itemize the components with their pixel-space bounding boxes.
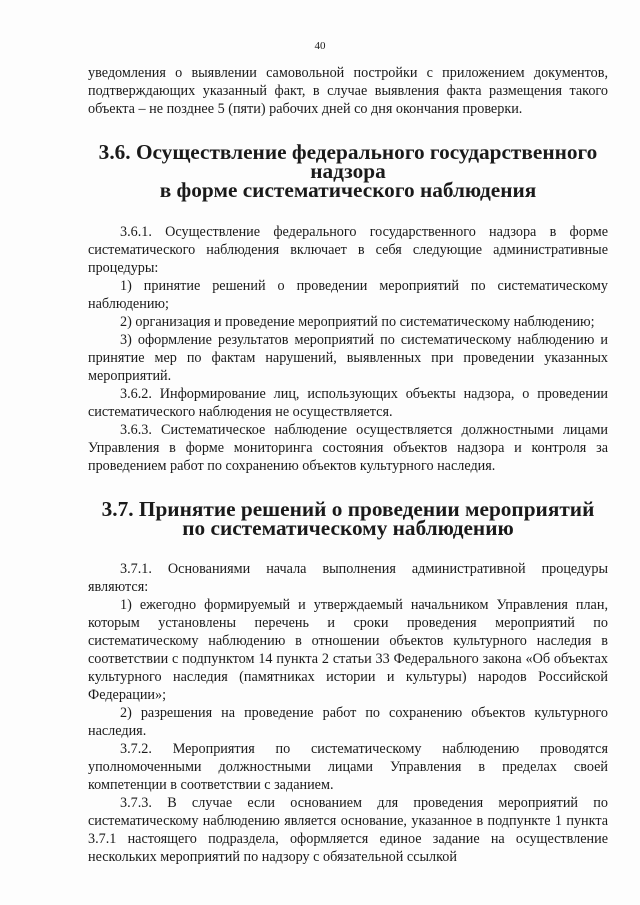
section-heading-3-6-line2: в форме систематического наблюдения [159,178,537,202]
intro-paragraph: уведомления о выявлении самовольной постройки с приложением документов, подтверждающих указанный факт, в случае выявления факта размещения такого объекта – не позднее 5 (пяти) рабочих дней со дня окончания проверки. [88,65,608,117]
list-item-3-7-1-2: 2) разрешения на проведение работ по сохранению объектов культурного наследия. [88,705,608,739]
section-heading-3-7 [88,497,608,540]
paragraph-3-7-2: 3.7.2. Мероприятия по систематическому наблюдению проводятся уполномоченными должностными лицами Управления в пределах своей компетенции в соответствии с заданием. [88,741,608,793]
paragraph-3-6-1: 3.6.1. Осуществление федерального государственного надзора в форме систематического наблюдения включает в себя следующие административные процедуры: [88,224,608,276]
document-body [88,64,608,866]
section-heading-3-7-line2: по систематическому наблюдению [182,516,514,540]
list-item-3-6-1-2: 2) организация и проведение мероприятий по систематическому наблюдению; [120,314,595,330]
section-heading-3-6 [88,140,608,202]
paragraph-3-6-2: 3.6.2. Информирование лиц, использующих объекты надзора, о проведении систематического наблюдения не осуществляется. [88,386,608,420]
list-item-3-6-1-1: 1) принятие решений о проведении мероприятий по систематическому наблюдению; [88,278,608,312]
section-heading-3-6-line1: 3.6. Осуществление федерального государственного надзора [98,140,598,183]
list-item-3-7-1-1: 1) ежегодно формируемый и утверждаемый начальником Управления план, которым установлены перечень и сроки проведения мероприятий по систематическому наблюдению в отношении объектов культурного наследия в соответствии с подпунктом 14 пункта 2 статьи 33 Федерального закона «Об объектах культурного наследия (памятниках истории и культуры) народов Российской Федерации»; [88,597,608,703]
paragraph-3-7-1: 3.7.1. Основаниями начала выполнения административной процедуры являются: [88,561,608,595]
paragraph-3-6-3: 3.6.3. Систематическое наблюдение осуществляется должностными лицами Управления в форме мониторинга состояния объектов надзора и контроля за проведением работ по сохранению объектов культурного наследия. [88,422,608,474]
list-item-3-6-1-3: 3) оформление результатов мероприятий по систематическому наблюдению и принятие мер по фактам нарушений, выявленных при проведении указанных мероприятий. [88,332,608,384]
page-number: 40 [314,40,326,52]
section-heading-3-7-line1: 3.7. Принятие решений о проведении мероприятий [101,497,595,521]
paragraph-3-7-3: 3.7.3. В случае если основанием для проведения мероприятий по систематическому наблюдению является основание, указанное в подпункте 1 пункта 3.7.1 настоящего подраздела, оформляется единое задание на осуществление нескольких мероприятий по надзору с обязательной ссылкой [88,795,608,865]
